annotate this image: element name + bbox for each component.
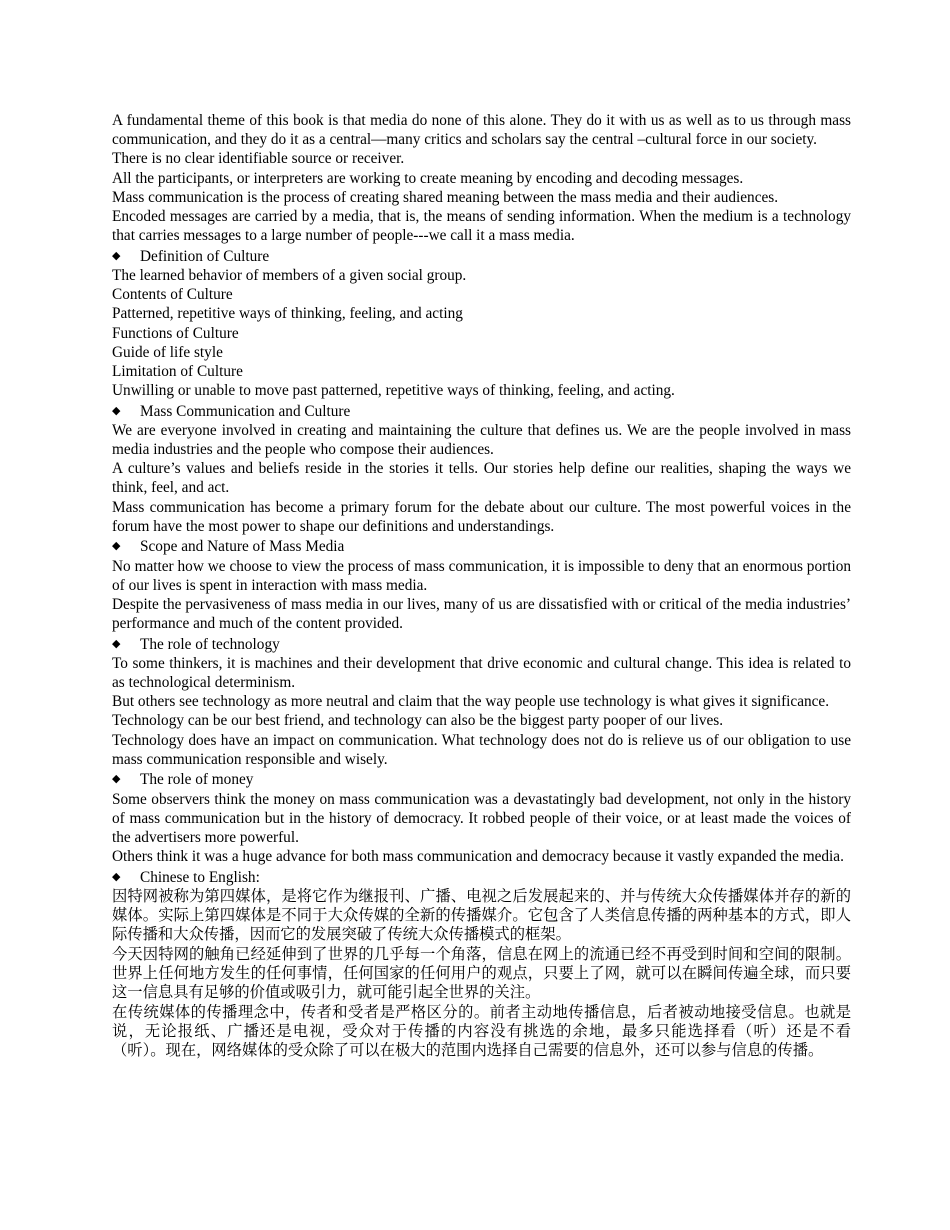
- body-paragraph: The learned behavior of members of a given social group.: [112, 266, 467, 284]
- body-paragraph: But others see technology as more neutral and claim that the way people use technology is what gives it significance.: [112, 693, 830, 711]
- section-heading-chinese-to-english: [112, 868, 851, 887]
- body-paragraph: Limitation of Culture: [112, 362, 243, 380]
- section-heading-mass-communication-and-culture: [112, 402, 851, 421]
- body-paragraph: Technology does have an impact on communication. What technology does not do is relieve us of our obligation to use mass communication responsible and wisely.: [112, 731, 851, 768]
- diamond-bullet-icon: ◆: [112, 773, 121, 786]
- diamond-bullet-icon: ◆: [112, 540, 121, 553]
- body-paragraph: Others think it was a huge advance for both mass communication and democracy because it vastly expanded the media.: [112, 848, 844, 866]
- intro-paragraph: Encoded messages are carried by a media, that is, the means of sending information. When the medium is a technology that carries messages to a large number of people---we call it a mass media.: [112, 208, 851, 245]
- section-heading-role-of-technology: [112, 635, 851, 654]
- body-paragraph: No matter how we choose to view the process of mass communication, it is impossible to deny that an enormous portion of our lives is spent in interaction with mass media.: [112, 557, 851, 594]
- section-heading-text: Chinese to English:: [140, 868, 260, 886]
- body-paragraph: Patterned, repetitive ways of thinking, feeling, and acting: [112, 305, 463, 323]
- section-heading-text: The role of money: [140, 771, 254, 789]
- diamond-bullet-icon: ◆: [112, 249, 121, 262]
- section-heading-role-of-money: [112, 770, 851, 789]
- diamond-bullet-icon: ◆: [112, 870, 121, 883]
- section-heading-definition-of-culture: [112, 247, 851, 266]
- section-heading-text: Definition of Culture: [140, 247, 270, 265]
- body-paragraph: Technology can be our best friend, and technology can also be the biggest party pooper of our lives.: [112, 712, 724, 730]
- body-paragraph: Guide of life style: [112, 343, 223, 361]
- body-paragraph: To some thinkers, it is machines and their development that drive economic and cultural change. This idea is related to as technological determinism.: [112, 654, 851, 692]
- section-heading-text: Scope and Nature of Mass Media: [140, 538, 345, 556]
- body-paragraph: A culture’s values and beliefs reside in the stories it tells. Our stories help define our realities, shaping the ways we think, feel, and act.: [112, 460, 851, 497]
- body-paragraph: We are everyone involved in creating and maintaining the culture that defines us. We are the people involved in mass media industries and the people who compose their audiences.: [112, 421, 851, 459]
- intro-paragraph: There is no clear identifiable source or receiver.: [112, 150, 405, 168]
- section-heading-text: Mass Communication and Culture: [140, 402, 351, 420]
- diamond-bullet-icon: ◆: [112, 637, 121, 650]
- chinese-paragraph: 因特网被称为第四媒体，是将它作为继报刊、广播、电视之后发展起来的、并与传统大众传播媒体并存的新的媒体。实际上第四媒体是不同于大众传媒的全新的传播媒介。它包含了人类信息传播的两种基本的方式，即人际传播和大众传播，因而它的发展突破了传统大众传播模式的框架。: [112, 887, 851, 944]
- intro-paragraph: Mass communication is the process of creating shared meaning between the mass media and their audiences.: [112, 188, 779, 206]
- body-paragraph: Unwilling or unable to move past patterned, repetitive ways of thinking, feeling, and acting.: [112, 382, 675, 400]
- chinese-paragraph: 在传统媒体的传播理念中，传者和受者是严格区分的。前者主动地传播信息，后者被动地接受信息。也就是说，无论报纸、广播还是电视，受众对于传播的内容没有挑选的余地，最多只能选择看（听）还是不看（听）。现在，网络媒体的受众除了可以在极大的范围内选择自己需要的信息外，还可以参与信息的传播。: [112, 1003, 851, 1060]
- body-paragraph: Contents of Culture: [112, 286, 233, 304]
- body-paragraph: Despite the pervasiveness of mass media in our lives, many of us are dissatisfied with or critical of the media industries’ performance and much of the content provided.: [112, 595, 851, 633]
- chinese-paragraph: 今天因特网的触角已经延伸到了世界的几乎每一个角落，信息在网上的流通已经不再受到时间和空间的限制。世界上任何地方发生的任何事情，任何国家的任何用户的观点，只要上了网，就可以在瞬间传遍全球，而只要这一信息具有足够的价值或吸引力，就可能引起全世界的关注。: [112, 945, 851, 1002]
- body-paragraph: Functions of Culture: [112, 324, 239, 342]
- body-paragraph: Some observers think the money on mass communication was a devastatingly bad development, not only in the history of mass communication but in the history of democracy. It robbed people of their voice, or at least made the voices of the advertisers more powerful.: [112, 790, 851, 846]
- section-heading-scope-and-nature: [112, 537, 851, 556]
- intro-paragraph: All the participants, or interpreters are working to create meaning by encoding and decoding messages.: [112, 169, 744, 187]
- section-heading-text: The role of technology: [140, 635, 280, 653]
- diamond-bullet-icon: ◆: [112, 404, 121, 417]
- body-paragraph: Mass communication has become a primary forum for the debate about our culture. The most powerful voices in the forum have the most power to shape our definitions and understandings.: [112, 498, 851, 535]
- document-page: [112, 111, 851, 1060]
- intro-paragraph: A fundamental theme of this book is that media do none of this alone. They do it with us as well as to us through mass communication, and they do it as a central—many critics and scholars say the central –cultural force in our society.: [112, 112, 851, 149]
